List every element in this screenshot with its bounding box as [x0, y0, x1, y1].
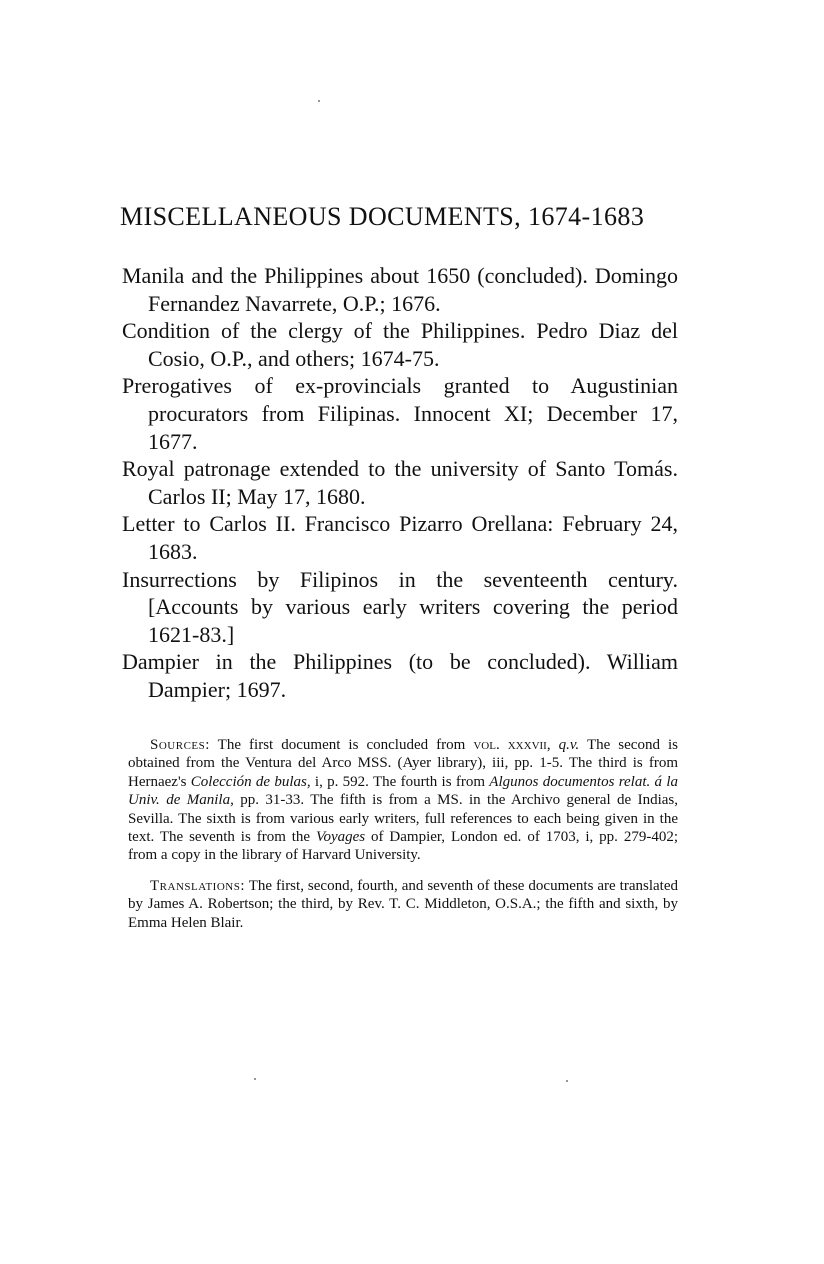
sources-text-2: The second is obtained from the Ventura del Arco MSS. (Ayer library), iii, pp. 1-5. The third is from Hernaez's: [128, 737, 678, 790]
document-list: [122, 262, 678, 704]
sources-text-3: i, p. 592. The fourth is from: [310, 773, 490, 790]
sources-text-5: of Dampier, London ed. of 1703, i, pp. 279-402; from a copy in the library of Harvard University.: [128, 829, 678, 864]
document-entry-3: Prerogatives of ex-provincials granted to Augustinian procurators from Filipinas. Innocent XI; December 17, 1677.: [122, 373, 678, 454]
sources-work-1: Colección de bulas,: [190, 773, 311, 790]
document-entry-6: Insurrections by Filipinos in the seventeenth century. [Accounts by various early writers covering the period 1621-83.]: [122, 566, 678, 647]
sources-text-4: pp. 31-33. The fifth is from a MS. in the Archivo general de Indias, Sevilla. The sixth is from various early writers, full references to each being given in the text. The seventh is from the: [128, 792, 678, 846]
translations-text: The first, second, fourth, and seventh of these documents are translated by James A. Robertson; the third, by Rev. T. C. Middleton, O.S.A.; the fifth and sixth, by Emma Helen Blair.: [128, 877, 678, 931]
sources-work-2: Algunos documentos relat. á la Univ. de Manila,: [128, 773, 678, 809]
sources-label: Sources:: [150, 737, 210, 753]
scan-speck: [254, 1078, 256, 1080]
scan-speck: [318, 100, 320, 102]
notes-section: [128, 736, 678, 944]
sources-work-3: Voyages: [315, 829, 366, 846]
document-entry-2: Condition of the clergy of the Philippines. Pedro Diaz del Cosio, O.P., and others; 1674-75.: [122, 318, 678, 371]
translations-label: Translations:: [150, 877, 246, 894]
page-title: MISCELLANEOUS DOCUMENTS, 1674-1683: [120, 202, 645, 231]
sources-volume-ref: vol. xxxvii,: [473, 737, 551, 753]
sources-note: [128, 736, 678, 865]
document-entry-5: Letter to Carlos II. Francisco Pizarro Orellana: February 24, 1683.: [122, 511, 678, 564]
document-entry-4: Royal patronage extended to the university of Santo Tomás. Carlos II; May 17, 1680.: [122, 456, 678, 509]
sources-qv: q.v.: [558, 737, 580, 753]
document-entry-7: Dampier in the Philippines (to be concluded). William Dampier; 1697.: [122, 649, 678, 702]
document-entry-1: Manila and the Philippines about 1650 (concluded). Domingo Fernandez Navarrete, O.P.; 1676.: [122, 263, 678, 316]
translations-note: [128, 877, 678, 932]
scan-speck: [566, 1080, 568, 1082]
sources-text-1: The first document is concluded from: [209, 737, 474, 753]
